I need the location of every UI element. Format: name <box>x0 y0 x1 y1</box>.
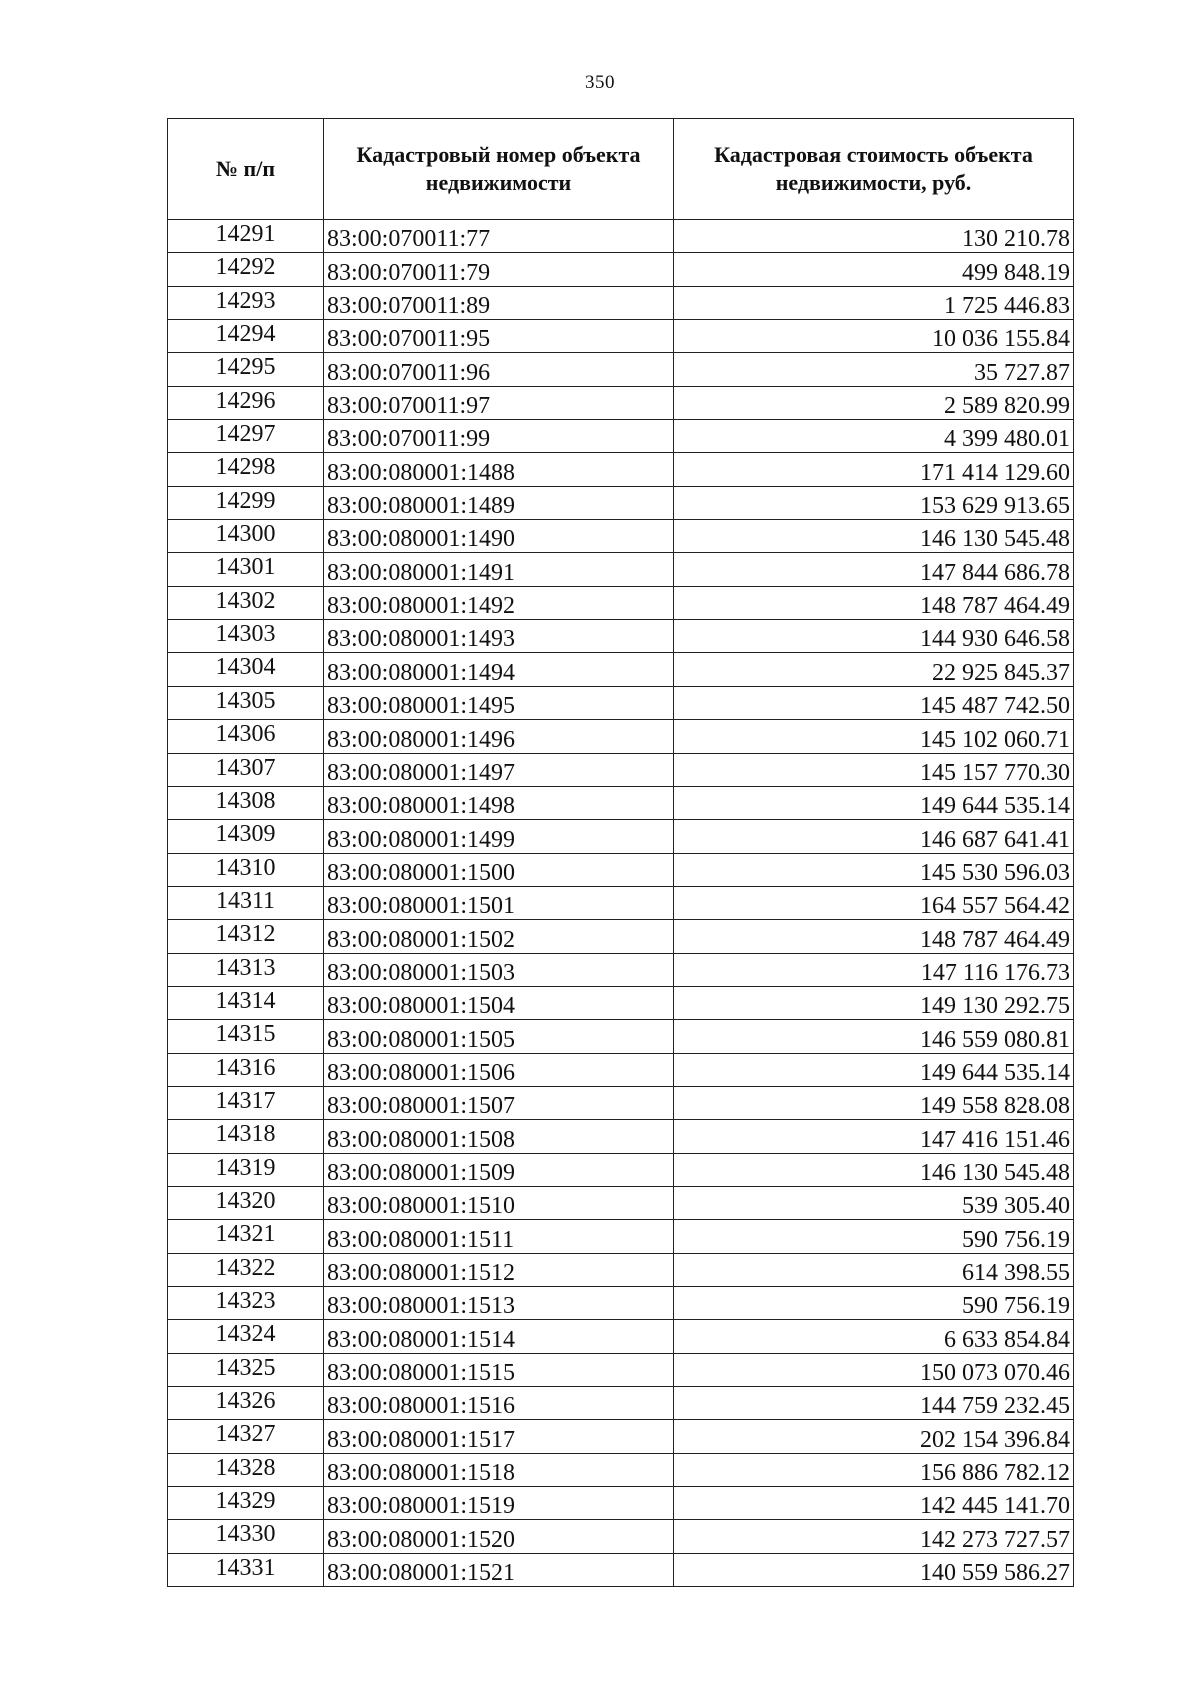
cadastral-value: 146 687 641.41 <box>674 820 1074 853</box>
cadastral-value-table <box>167 118 1074 1587</box>
cadastral-value: 171 414 129.60 <box>674 453 1074 486</box>
cadastral-value: 149 558 828.08 <box>674 1086 1074 1119</box>
cadastral-number: 83:00:070011:99 <box>324 420 674 453</box>
cadastral-value: 22 925 845.37 <box>674 653 1074 686</box>
table-row <box>168 686 1074 719</box>
table-row <box>168 520 1074 553</box>
row-number: 14314 <box>168 986 324 1019</box>
table-row <box>168 286 1074 319</box>
cadastral-value: 147 116 176.73 <box>674 953 1074 986</box>
row-number: 14331 <box>168 1553 324 1586</box>
cadastral-value: 145 530 596.03 <box>674 853 1074 886</box>
row-number: 14300 <box>168 520 324 553</box>
row-number: 14309 <box>168 820 324 853</box>
row-number: 14318 <box>168 1120 324 1153</box>
table-row <box>168 1487 1074 1520</box>
table-row <box>168 220 1074 253</box>
cadastral-number: 83:00:080001:1490 <box>324 520 674 553</box>
row-number: 14294 <box>168 320 324 353</box>
table-row <box>168 620 1074 653</box>
table-row <box>168 553 1074 586</box>
table-header <box>168 119 1074 220</box>
cadastral-number: 83:00:070011:89 <box>324 286 674 319</box>
table-row <box>168 1320 1074 1353</box>
table-row <box>168 1420 1074 1453</box>
table-row <box>168 1387 1074 1420</box>
cadastral-number: 83:00:080001:1511 <box>324 1220 674 1253</box>
cadastral-value: 144 930 646.58 <box>674 620 1074 653</box>
cadastral-value: 6 633 854.84 <box>674 1320 1074 1353</box>
table-row <box>168 653 1074 686</box>
column-header-cadastral-number: Кадастровый номер объекта недвижимости <box>324 119 674 220</box>
table-row <box>168 953 1074 986</box>
table-row <box>168 1287 1074 1320</box>
cadastral-value: 145 102 060.71 <box>674 720 1074 753</box>
cadastral-number: 83:00:080001:1519 <box>324 1487 674 1520</box>
cadastral-value: 35 727.87 <box>674 353 1074 386</box>
cadastral-value: 156 886 782.12 <box>674 1453 1074 1486</box>
row-number: 14328 <box>168 1453 324 1486</box>
table-row <box>168 753 1074 786</box>
row-number: 14301 <box>168 553 324 586</box>
cadastral-value: 10 036 155.84 <box>674 320 1074 353</box>
table-row <box>168 1186 1074 1219</box>
cadastral-value: 149 644 535.14 <box>674 1053 1074 1086</box>
column-header-cadastral-value: Кадастровая стоимость объекта недвижимости, руб. <box>674 119 1074 220</box>
row-number: 14321 <box>168 1220 324 1253</box>
cadastral-number: 83:00:070011:77 <box>324 220 674 253</box>
cadastral-value: 614 398.55 <box>674 1253 1074 1286</box>
cadastral-number: 83:00:080001:1505 <box>324 1020 674 1053</box>
cadastral-value: 499 848.19 <box>674 253 1074 286</box>
table-row <box>168 1220 1074 1253</box>
row-number: 14296 <box>168 386 324 419</box>
cadastral-number: 83:00:080001:1512 <box>324 1253 674 1286</box>
row-number: 14297 <box>168 420 324 453</box>
cadastral-value: 130 210.78 <box>674 220 1074 253</box>
cadastral-number: 83:00:080001:1515 <box>324 1353 674 1386</box>
table-row <box>168 1520 1074 1553</box>
cadastral-value: 146 559 080.81 <box>674 1020 1074 1053</box>
cadastral-number: 83:00:080001:1496 <box>324 720 674 753</box>
row-number: 14293 <box>168 286 324 319</box>
cadastral-value: 590 756.19 <box>674 1220 1074 1253</box>
page-number: 350 <box>585 72 615 93</box>
cadastral-number: 83:00:070011:79 <box>324 253 674 286</box>
table-row <box>168 1553 1074 1586</box>
row-number: 14324 <box>168 1320 324 1353</box>
cadastral-value: 146 130 545.48 <box>674 520 1074 553</box>
table-row <box>168 920 1074 953</box>
cadastral-number: 83:00:080001:1504 <box>324 986 674 1019</box>
row-number: 14312 <box>168 920 324 953</box>
cadastral-number: 83:00:080001:1510 <box>324 1186 674 1219</box>
cadastral-number: 83:00:080001:1508 <box>324 1120 674 1153</box>
table-row <box>168 386 1074 419</box>
row-number: 14295 <box>168 353 324 386</box>
table-row <box>168 1253 1074 1286</box>
row-number: 14306 <box>168 720 324 753</box>
row-number: 14317 <box>168 1086 324 1119</box>
cadastral-number: 83:00:080001:1516 <box>324 1387 674 1420</box>
cadastral-number: 83:00:080001:1517 <box>324 1420 674 1453</box>
cadastral-number: 83:00:070011:95 <box>324 320 674 353</box>
row-number: 14326 <box>168 1387 324 1420</box>
row-number: 14303 <box>168 620 324 653</box>
table-row <box>168 786 1074 819</box>
table-row <box>168 586 1074 619</box>
cadastral-number: 83:00:080001:1514 <box>324 1320 674 1353</box>
cadastral-number: 83:00:080001:1489 <box>324 486 674 519</box>
cadastral-number: 83:00:080001:1506 <box>324 1053 674 1086</box>
table-row <box>168 1453 1074 1486</box>
cadastral-value: 148 787 464.49 <box>674 920 1074 953</box>
cadastral-number: 83:00:080001:1507 <box>324 1086 674 1119</box>
row-number: 14291 <box>168 220 324 253</box>
table-row <box>168 320 1074 353</box>
table-row <box>168 253 1074 286</box>
table-row <box>168 853 1074 886</box>
cadastral-value: 1 725 446.83 <box>674 286 1074 319</box>
cadastral-number: 83:00:080001:1494 <box>324 653 674 686</box>
cadastral-value: 146 130 545.48 <box>674 1153 1074 1186</box>
cadastral-value: 149 130 292.75 <box>674 986 1074 1019</box>
row-number: 14310 <box>168 853 324 886</box>
cadastral-value: 164 557 564.42 <box>674 886 1074 919</box>
cadastral-value: 147 844 686.78 <box>674 553 1074 586</box>
table-row <box>168 1020 1074 1053</box>
table-row <box>168 1053 1074 1086</box>
cadastral-value: 539 305.40 <box>674 1186 1074 1219</box>
row-number: 14323 <box>168 1287 324 1320</box>
cadastral-number: 83:00:080001:1493 <box>324 620 674 653</box>
row-number: 14313 <box>168 953 324 986</box>
table-body <box>168 220 1074 1587</box>
row-number: 14307 <box>168 753 324 786</box>
table-row <box>168 886 1074 919</box>
row-number: 14305 <box>168 686 324 719</box>
cadastral-value: 590 756.19 <box>674 1287 1074 1320</box>
cadastral-value: 149 644 535.14 <box>674 786 1074 819</box>
row-number: 14327 <box>168 1420 324 1453</box>
table-row <box>168 353 1074 386</box>
cadastral-number: 83:00:070011:96 <box>324 353 674 386</box>
row-number: 14322 <box>168 1253 324 1286</box>
table-row <box>168 1153 1074 1186</box>
cadastral-number: 83:00:080001:1513 <box>324 1287 674 1320</box>
cadastral-number: 83:00:080001:1499 <box>324 820 674 853</box>
cadastral-number: 83:00:080001:1520 <box>324 1520 674 1553</box>
cadastral-number: 83:00:080001:1488 <box>324 453 674 486</box>
cadastral-number: 83:00:080001:1500 <box>324 853 674 886</box>
cadastral-value: 153 629 913.65 <box>674 486 1074 519</box>
row-number: 14325 <box>168 1353 324 1386</box>
cadastral-number: 83:00:080001:1495 <box>324 686 674 719</box>
cadastral-value: 2 589 820.99 <box>674 386 1074 419</box>
cadastral-number: 83:00:080001:1501 <box>324 886 674 919</box>
row-number: 14315 <box>168 1020 324 1053</box>
table-row <box>168 986 1074 1019</box>
row-number: 14299 <box>168 486 324 519</box>
cadastral-value: 150 073 070.46 <box>674 1353 1074 1386</box>
cadastral-number: 83:00:080001:1518 <box>324 1453 674 1486</box>
cadastral-number: 83:00:080001:1498 <box>324 786 674 819</box>
row-number: 14298 <box>168 453 324 486</box>
row-number: 14329 <box>168 1487 324 1520</box>
cadastral-number: 83:00:080001:1509 <box>324 1153 674 1186</box>
table-row <box>168 720 1074 753</box>
table-row <box>168 453 1074 486</box>
cadastral-number: 83:00:080001:1497 <box>324 753 674 786</box>
cadastral-number: 83:00:080001:1491 <box>324 553 674 586</box>
cadastral-value: 144 759 232.45 <box>674 1387 1074 1420</box>
row-number: 14316 <box>168 1053 324 1086</box>
header-row <box>168 119 1074 220</box>
cadastral-value: 202 154 396.84 <box>674 1420 1074 1453</box>
row-number: 14292 <box>168 253 324 286</box>
cadastral-value: 147 416 151.46 <box>674 1120 1074 1153</box>
row-number: 14304 <box>168 653 324 686</box>
cadastral-value: 4 399 480.01 <box>674 420 1074 453</box>
cadastral-number: 83:00:080001:1502 <box>324 920 674 953</box>
row-number: 14302 <box>168 586 324 619</box>
cadastral-number: 83:00:080001:1521 <box>324 1553 674 1586</box>
column-header-number: № п/п <box>168 119 324 220</box>
cadastral-value: 142 445 141.70 <box>674 1487 1074 1520</box>
row-number: 14330 <box>168 1520 324 1553</box>
table-row <box>168 820 1074 853</box>
cadastral-value: 142 273 727.57 <box>674 1520 1074 1553</box>
table-row <box>168 1120 1074 1153</box>
row-number: 14311 <box>168 886 324 919</box>
cadastral-value: 145 487 742.50 <box>674 686 1074 719</box>
table-row <box>168 1086 1074 1119</box>
row-number: 14319 <box>168 1153 324 1186</box>
cadastral-value: 140 559 586.27 <box>674 1553 1074 1586</box>
cadastral-value: 148 787 464.49 <box>674 586 1074 619</box>
table-row <box>168 486 1074 519</box>
cadastral-number: 83:00:070011:97 <box>324 386 674 419</box>
cadastral-value: 145 157 770.30 <box>674 753 1074 786</box>
cadastral-number: 83:00:080001:1492 <box>324 586 674 619</box>
table-row <box>168 1353 1074 1386</box>
table-row <box>168 420 1074 453</box>
cadastral-number: 83:00:080001:1503 <box>324 953 674 986</box>
row-number: 14320 <box>168 1186 324 1219</box>
row-number: 14308 <box>168 786 324 819</box>
